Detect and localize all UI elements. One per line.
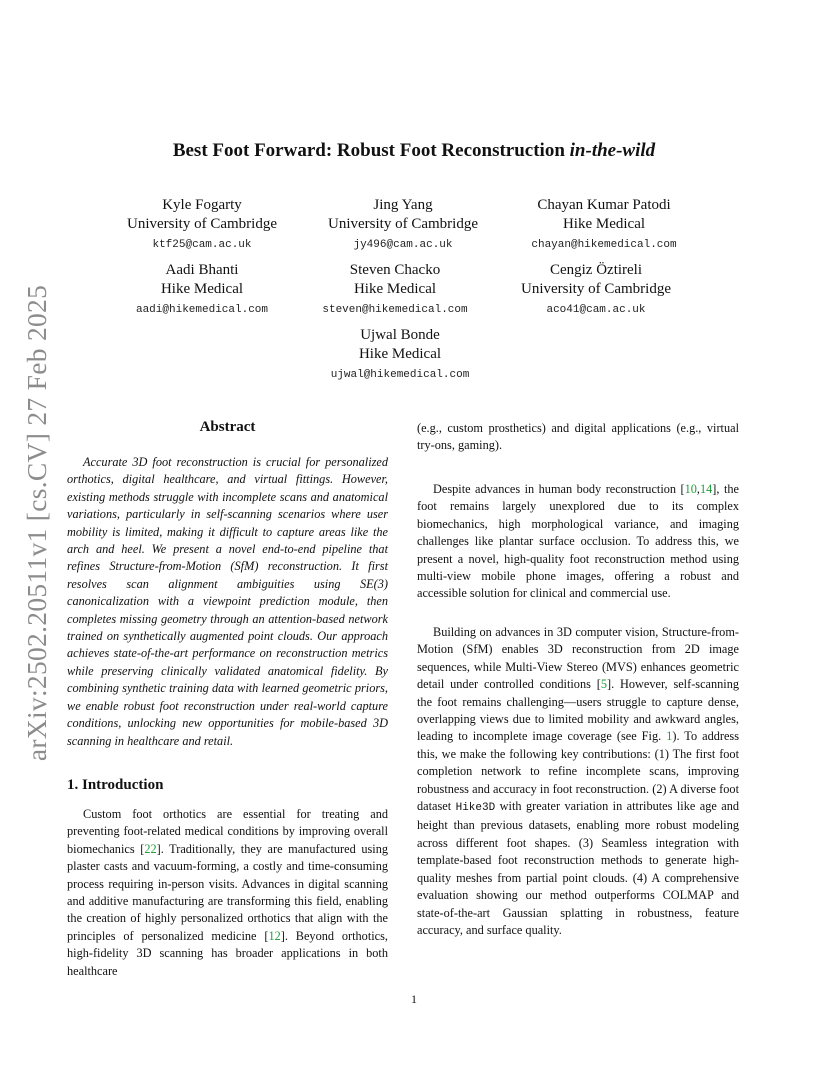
citation-link[interactable]: 10 xyxy=(684,482,697,496)
author-name: Ujwal Bonde xyxy=(360,327,440,343)
author-block xyxy=(280,326,520,383)
figure-link[interactable]: 1 xyxy=(666,729,673,744)
citation-link[interactable]: 5 xyxy=(600,677,607,692)
author-email: ujwal@hikemedical.com xyxy=(330,369,470,381)
paper-title-italic: in-the-wild xyxy=(569,140,656,161)
citation-link[interactable]: 22 xyxy=(144,841,157,856)
right-paragraph xyxy=(417,624,739,939)
text-run: Despite advances in human body reconstruction [ xyxy=(433,482,685,496)
author-name: Jing Yang xyxy=(373,197,433,213)
arxiv-identifier-text: arXiv:2502.20511v1 [cs.CV] 27 Feb 2025 xyxy=(21,284,52,762)
text-run: Custom foot orthotics are essential for treating and preventing foot-related medical conditions by improving overall biomechanics [ xyxy=(67,807,388,856)
author-affiliation: Hike Medical xyxy=(353,281,437,297)
text-run: ], the foot remains largely unexplored due to its complex biomechanics, high morphological variance, and imaging challenges like plantar surface occlusion. To address this, we present a novel, high-quality foot reconstruction method using multi-view mobile phone images, offering a robust and accessible solution for clinical and commercial use. xyxy=(417,482,739,601)
author-email: jy496@cam.ac.uk xyxy=(353,239,453,251)
arxiv-identifier xyxy=(17,284,57,762)
intro-paragraph xyxy=(67,806,388,980)
text-run: ]. Traditionally, they are manufactured using plaster casts and vacuum-forming, a costly and time-consuming process requiring in-person visits. Advances in digital scanning and additive manufacturing are transforming this field, enabling the creation of highly personalized orthotics that align with the principles of personalized medicine [ xyxy=(67,841,388,943)
text-run: ). To address this, we make the following key contributions: (1) The first foot completion network to refine incomplete scans, improving robustness and accuracy in foot reconstruction. (2) A diverse foot dataset xyxy=(417,729,739,814)
page-number: 1 xyxy=(411,992,417,1006)
author-email: aco41@cam.ac.uk xyxy=(546,304,646,316)
author-affiliation: Hike Medical xyxy=(160,281,244,297)
text-run: with greater variation in attributes like age and height than previous datasets, enabling more robust modeling across different foot shapes. (3) Seamless integration with template-based foot reconstruction methods to generate high-quality meshes from partial point clouds. (4) A comprehensive evaluation showing our method outperforms COLMAP and state-of-the-art Gaussian splatting in robustness, feature accuracy, and surface quality. xyxy=(417,799,740,937)
text-run: ]. However, self-scanning the foot remains challenging—users struggle to capture dense, overlapping views due to limited mobility and awkward angles, leading to incomplete image coverage (see Fig. xyxy=(417,677,740,744)
citation-link[interactable]: 14 xyxy=(700,482,713,496)
author-block xyxy=(484,196,724,253)
author-name: Kyle Fogarty xyxy=(162,197,242,213)
author-name: Chayan Kumar Patodi xyxy=(537,197,671,213)
author-email: aadi@hikemedical.com xyxy=(135,304,269,316)
abstract-text: Accurate 3D foot reconstruction is crucial for personalized orthotics, digital healthcare, and virtual fittings. However, existing methods struggle with incomplete scans and anatomical variations, particularly in self-scanning scenarios where user mobility is limited, making it difficult to capture areas like the arch and heel. We present a novel end-to-end pipeline that refines Structure-from-Motion (SfM) reconstruction. It first resolves scan alignment ambiguities using SE(3) canonicalization with a viewpoint prediction module, then completes missing geometry through an attention-based network trained on synthetically augmented point clouds. Our approach achieves state-of-the-art performance on reconstruction metrics while preserving clinically validated anatomical fidelity. By combining synthetic training data with learned geometric priors, we enable robust foot reconstruction under real-world capture conditions, unlocking new opportunities for mobile-based 3D scanning in healthcare and retail. xyxy=(67,455,388,748)
citation-link[interactable]: 12 xyxy=(268,928,281,943)
author-affiliation: Hike Medical xyxy=(562,216,646,232)
author-name: Aadi Bhanti xyxy=(165,262,239,278)
text-run: ]. Beyond orthotics, high-fidelity 3D scanning has broader applications in both healthcare xyxy=(67,928,388,978)
right-paragraph xyxy=(417,481,739,603)
author-affiliation: Hike Medical xyxy=(358,346,442,362)
author-affiliation: University of Cambridge xyxy=(328,216,478,232)
section-heading-introduction: 1. Introduction xyxy=(67,777,164,793)
author-email: chayan@hikemedical.com xyxy=(531,239,677,251)
abstract-heading: Abstract xyxy=(199,419,256,435)
author-affiliation: University of Cambridge xyxy=(127,216,277,232)
right-paragraph-continuation: (e.g., custom prosthetics) and digital applications (e.g., virtual try-ons, gaming). xyxy=(417,421,739,453)
author-email: ktf25@cam.ac.uk xyxy=(152,239,252,251)
author-name: Steven Chacko xyxy=(349,262,441,278)
text-run: Building on advances in 3D computer vision, Structure-from-Motion (SfM) enables 3D reconstruction from 2D image sequences, while Multi-View Stereo (MVS) enhances geometric detail under controlled conditions [ xyxy=(417,625,739,692)
author-email: steven@hikemedical.com xyxy=(322,304,468,316)
paper-title xyxy=(0,140,828,162)
paper-title-main: Best Foot Forward: Robust Foot Reconstruction xyxy=(172,140,570,161)
author-affiliation: University of Cambridge xyxy=(521,281,671,297)
dataset-name: Hike3D xyxy=(455,802,496,815)
author-block xyxy=(476,261,716,318)
text-run: , xyxy=(696,482,700,496)
author-name: Cengiz Öztireli xyxy=(549,262,643,278)
